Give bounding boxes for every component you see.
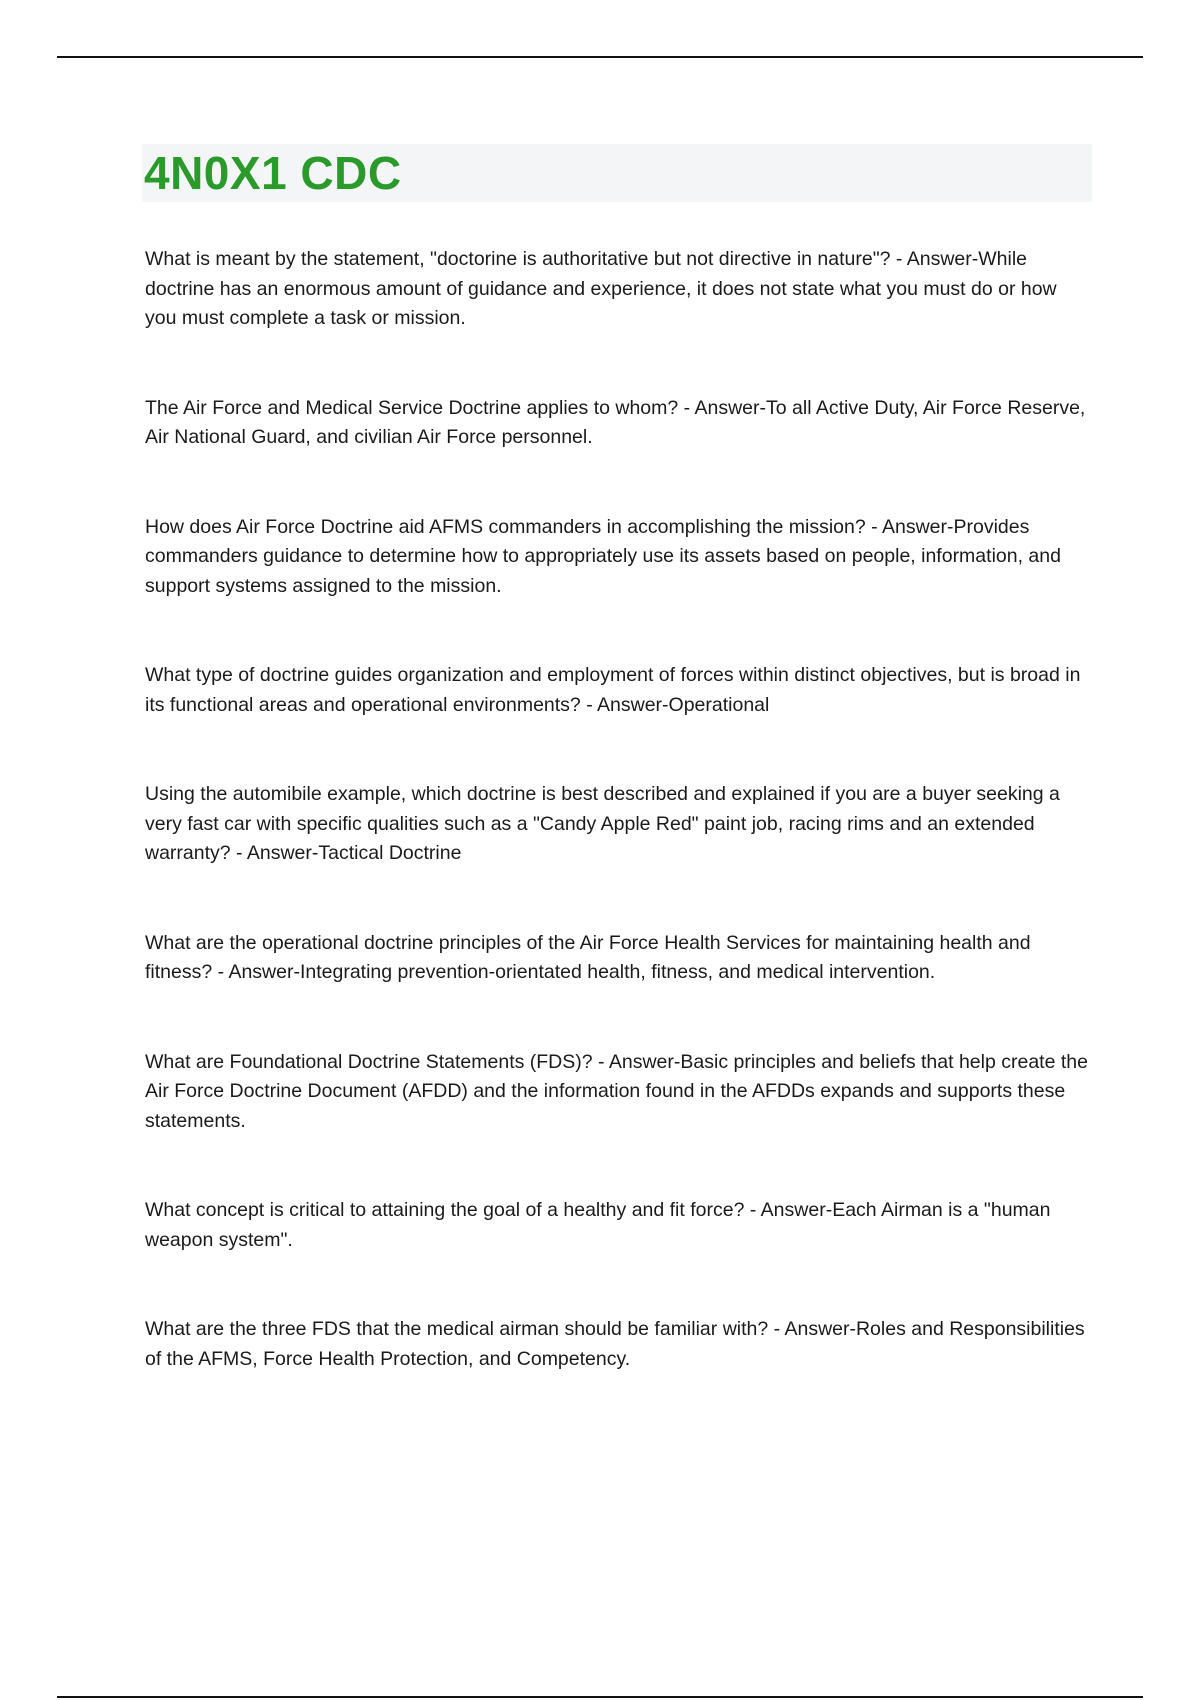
qa-item: What type of doctrine guides organization and employment of forces within distinct objectives, but is broad in its functional areas and operational environments? - Answer-Operational bbox=[145, 664, 1081, 716]
qa-item: What are the operational doctrine principles of the Air Force Health Services for maintaining health and fitness? - Answer-Integrating prevention-orientated health, fitness, and medical intervention. bbox=[145, 931, 1031, 983]
qa-item: The Air Force and Medical Service Doctrine applies to whom? - Answer-To all Active Duty, Air Force Reserve, Air National Guard, and civilian Air Force personnel. bbox=[145, 396, 1086, 448]
header-rule bbox=[57, 56, 1143, 58]
document-title: 4N0X1 CDC bbox=[144, 147, 402, 199]
qa-item: How does Air Force Doctrine aid AFMS commanders in accomplishing the mission? - Answer-Provides commanders guidance to determine how to appropriately use its assets based on people, information, and support systems assigned to the mission. bbox=[145, 515, 1061, 597]
qa-list bbox=[145, 245, 1090, 1374]
qa-item: What is meant by the statement, "doctorine is authoritative but not directive in nature"? - Answer-While doctrine has an enormous amount of guidance and experience, it does not state what you must do or how you must complete a task or mission. bbox=[145, 248, 1057, 329]
qa-item: Using the automibile example, which doctrine is best described and explained if you are a buyer seeking a very fast car with specific qualities such as a "Candy Apple Red" paint job, racing rims and an extended warranty? - Answer-Tactical Doctrine bbox=[145, 783, 1060, 864]
qa-item: What are the three FDS that the medical airman should be familiar with? - Answer-Roles and Responsibilities of the AFMS, Force Health Protection, and Competency. bbox=[145, 1318, 1085, 1370]
qa-item: What concept is critical to attaining the goal of a healthy and fit force? - Answer-Each Airman is a "human weapon system". bbox=[145, 1199, 1051, 1251]
qa-item: What are Foundational Doctrine Statements (FDS)? - Answer-Basic principles and beliefs that help create the Air Force Doctrine Document (AFDD) and the information found in the AFDDs expands and supports these statements. bbox=[145, 1050, 1088, 1132]
footer-rule bbox=[57, 1696, 1143, 1698]
